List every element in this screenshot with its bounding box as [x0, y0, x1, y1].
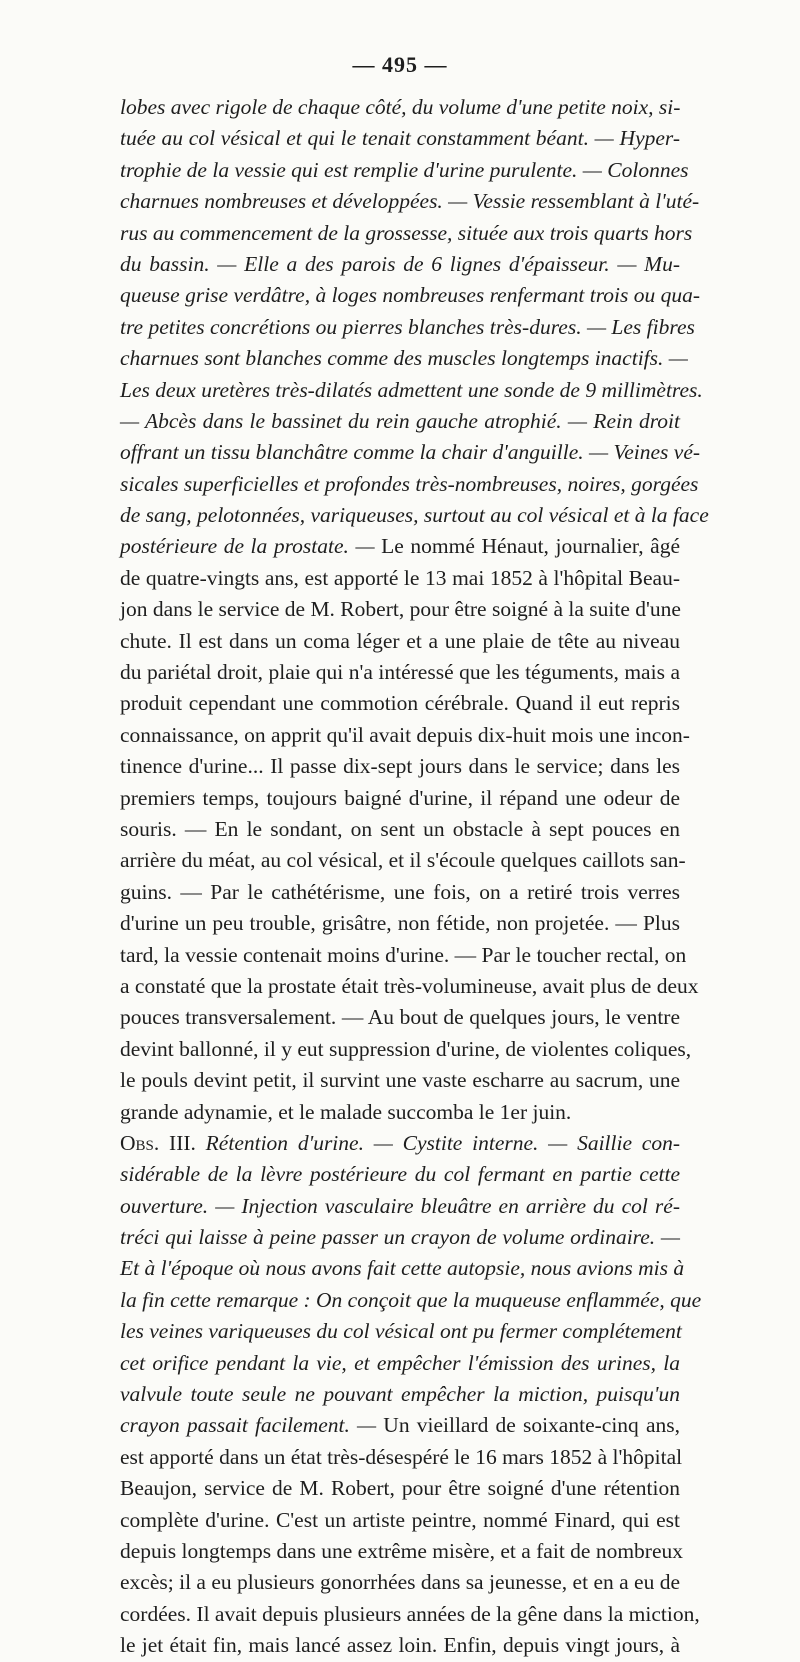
- text-line: premiers temps, toujours baigné d'urine, il répand une odeur de: [120, 785, 680, 810]
- text-line: grande adynamie, et le malade succomba le 1er juin.: [120, 1099, 572, 1124]
- text-line: de quatre-vingts ans, est apporté le 13 mai 1852 à l'hôpital Beau-: [120, 565, 680, 590]
- text-line: est apporté dans un état très-désespéré le 16 mars 1852 à l'hôpital: [120, 1444, 683, 1469]
- text-line-roman: Le nommé Hénaut, journalier, âgé: [374, 534, 680, 559]
- text-line: [120, 1128, 680, 1159]
- text-line: [120, 1410, 680, 1441]
- text-line: complète d'urine. C'est un artiste peintre, nommé Finard, qui est: [120, 1507, 680, 1532]
- text-line: valvule toute seule ne pouvant empêcher la miction, puisqu'un: [120, 1382, 680, 1407]
- text-line: connaissance, on apprit qu'il avait depuis dix-huit mois une incon-: [120, 722, 690, 747]
- text-line: tinence d'urine... Il passe dix-sept jours dans le service; dans les: [120, 754, 680, 779]
- text-line: le pouls devint petit, il survint une vaste escharre au sacrum, une: [120, 1068, 680, 1093]
- text-line: du bassin. — Elle a des parois de 6 lignes d'épaisseur. — Mu-: [120, 251, 680, 276]
- text-line: arrière du méat, au col vésical, et il s'écoule quelques caillots san-: [120, 848, 686, 873]
- text-line: de sang, pelotonnées, variqueuses, surtout au col vésical et à la face: [120, 503, 709, 528]
- text-line: tréci qui laisse à peine passer un crayon de volume ordinaire. —: [120, 1225, 680, 1250]
- text-line: devint ballonné, il y eut suppression d'urine, de violentes coliques,: [120, 1036, 692, 1061]
- text-line: sicales superficielles et profondes très-nombreuses, noires, gorgées: [120, 471, 699, 496]
- text-line: offrant un tissu blanchâtre comme la chair d'anguille. — Veines vé-: [120, 440, 701, 465]
- page-body-text: [120, 92, 709, 1662]
- text-line: cordées. Il avait depuis plusieurs années de la gêne dans la miction,: [120, 1601, 700, 1626]
- text-line: produit cependant une commotion cérébrale. Quand il eut repris: [120, 691, 680, 716]
- text-line: queuse grise verdâtre, à loges nombreuses renfermant trois ou qua-: [120, 283, 701, 308]
- text-line: pouces transversalement. — Au bout de quelques jours, le ventre: [120, 1005, 680, 1030]
- page-number: — 495 —: [352, 52, 448, 77]
- text-line: depuis longtemps dans une extrême misère, et a fait de nombreux: [120, 1538, 684, 1563]
- text-line: excès; il a eu plusieurs gonorrhées dans sa jeunesse, et en a eu de: [120, 1570, 680, 1595]
- text-line: a constaté que la prostate était très-volumineuse, avait plus de deux: [120, 973, 699, 998]
- text-line: Beaujon, service de M. Robert, pour être soigné d'une rétention: [120, 1476, 680, 1501]
- text-line: — Abcès dans le bassinet du rein gauche atrophié. — Rein droit: [120, 408, 680, 433]
- text-line: charnues sont blanches comme des muscles longtemps inactifs. —: [120, 346, 688, 371]
- text-line-italic: postérieure de la prostate. —: [120, 534, 375, 559]
- text-line: tard, la vessie contenait moins d'urine. — Par le toucher rectal, on: [120, 942, 687, 967]
- text-line: la fin cette remarque : On conçoit que la muqueuse enflammée, que: [120, 1287, 702, 1312]
- text-line: Les deux uretères très-dilatés admettent une sonde de 9 millimètres.: [120, 377, 703, 402]
- text-line: guins. — Par le cathétérisme, une fois, on a retiré trois verres: [120, 879, 680, 904]
- observation-heading: Obs. III.: [120, 1130, 196, 1155]
- text-line: tuée au col vésical et qui le tenait constamment béant. — Hyper-: [120, 126, 680, 151]
- text-line: lobes avec rigole de chaque côté, du volume d'une petite noix, si-: [120, 95, 681, 119]
- text-line: [120, 531, 680, 562]
- text-line: d'urine un peu trouble, grisâtre, non fétide, non projetée. — Plus: [120, 911, 680, 936]
- text-line-italic: Rétention d'urine. — Cystite interne. — Saillie con-: [195, 1130, 680, 1155]
- text-line: charnues nombreuses et développées. — Vessie ressemblant à l'uté-: [120, 189, 700, 214]
- text-line: sidérable de la lèvre postérieure du col fermant en partie cette: [120, 1162, 680, 1187]
- text-line: le jet était fin, mais lancé assez loin. Enfin, depuis vingt jours, à: [120, 1633, 680, 1658]
- text-line: rus au commencement de la grossesse, située aux trois quarts hors: [120, 220, 693, 245]
- text-line: jon dans le service de M. Robert, pour être soigné à la suite d'une: [120, 597, 681, 622]
- text-line: trophie de la vessie qui est remplie d'urine purulente. — Colonnes: [120, 157, 689, 182]
- text-line: ouverture. — Injection vasculaire bleuâtre en arrière du col ré-: [120, 1193, 680, 1218]
- text-line: cet orifice pendant la vie, et empêcher l'émission des urines, la: [120, 1350, 680, 1375]
- text-line-roman: Un vieillard de soixante-cinq ans,: [376, 1413, 680, 1438]
- text-line: souris. — En le sondant, on sent un obstacle à sept pouces en: [120, 816, 680, 841]
- text-line-italic: crayon passait facilement. —: [120, 1413, 377, 1438]
- text-line: Et à l'époque où nous avons fait cette autopsie, nous avions mis à: [120, 1256, 685, 1281]
- text-line: du pariétal droit, plaie qui n'a intéressé que les téguments, mais a: [120, 660, 680, 685]
- text-line: tre petites concrétions ou pierres blanches très-dures. — Les fibres: [120, 314, 695, 339]
- text-line: chute. Il est dans un coma léger et a une plaie de tête au niveau: [120, 628, 680, 653]
- text-line: les veines variqueuses du col vésical ont pu fermer complétement: [120, 1319, 682, 1344]
